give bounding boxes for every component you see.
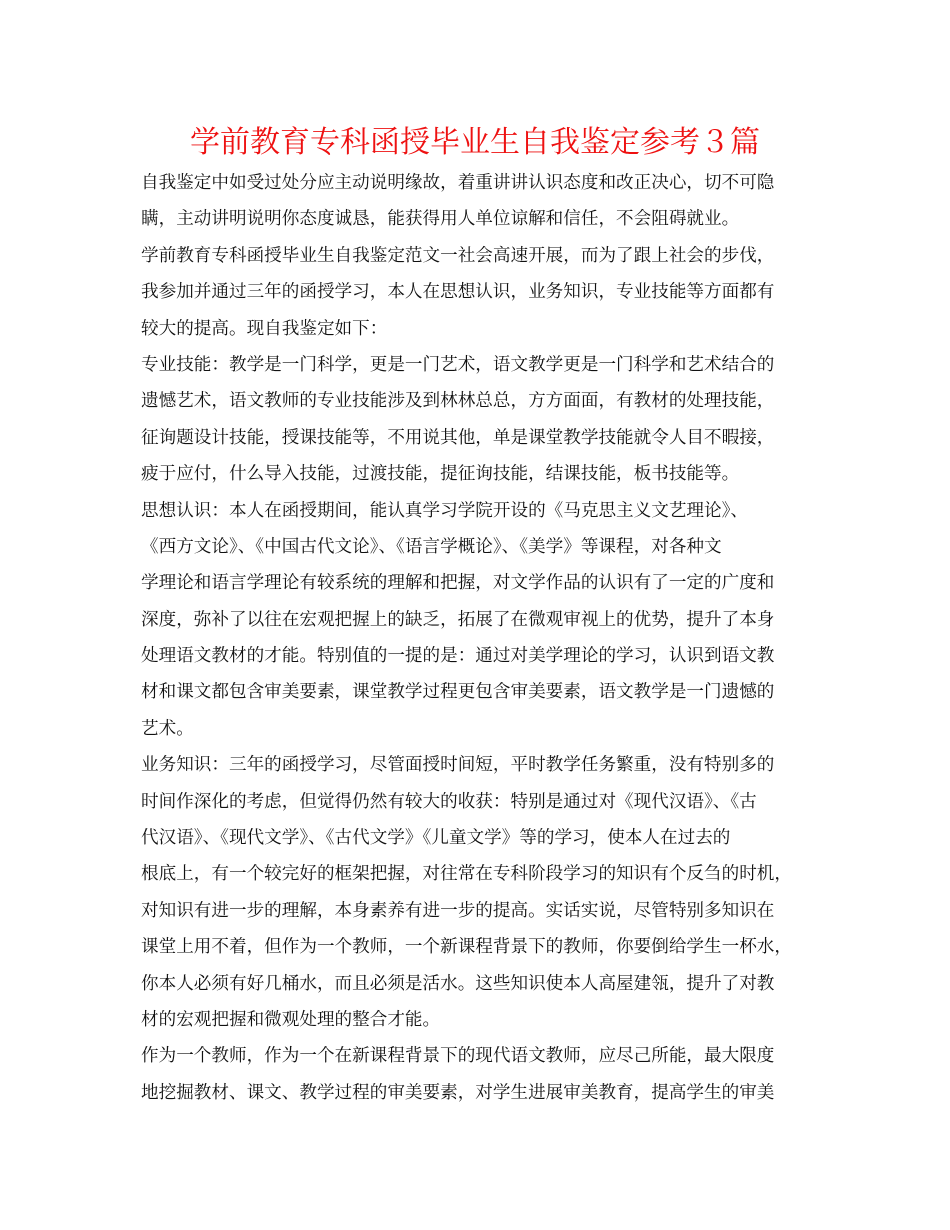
text-line: 艺术。	[141, 718, 194, 739]
text-line: 课堂上用不着，但作为一个教师，一个新课程背景下的教师，你要倒给学生一杯水，	[141, 937, 792, 958]
body-text	[141, 165, 821, 1111]
text-line: 学前教育专科函授毕业生自我鉴定范文一社会高速开展，而为了跟上社会的步伐，	[141, 245, 775, 266]
text-line: 学理论和语言学理论有较系统的理解和把握，对文学作品的认识有了一定的广度和	[141, 573, 775, 594]
text-line: 疲于应付，什么导入技能，过渡技能，提征询技能，结课技能，板书技能等。	[141, 464, 740, 485]
text-line: 专业技能：教学是一门科学，更是一门艺术，语文教学更是一门科学和艺术结合的	[141, 354, 775, 375]
text-line: 根底上，有一个较完好的框架把握，对往常在专科阶段学习的知识有个反刍的时机，	[141, 864, 792, 885]
text-line: 作为一个教师，作为一个在新课程背景下的现代语文教师，应尽己所能，最大限度	[141, 1046, 775, 1067]
text-line: 瞒，主动讲明说明你态度诚恳，能获得用人单位谅解和信任，不会阻碍就业。	[141, 209, 740, 230]
text-line: 征询题设计技能，授课技能等，不用说其他，单是课堂教学技能就令人目不暇接，	[141, 427, 775, 448]
text-line: 《西方文论》、《中国古代文论》、《语言学概论》、《美学》等课程，对各种文	[141, 536, 722, 557]
text-line: 材和课文都包含审美要素，课堂教学过程更包含审美要素，语文教学是一门遗憾的	[141, 682, 775, 703]
text-line: 处理语文教材的才能。特别值的一提的是：通过对美学理论的学习，认识到语文教	[141, 646, 775, 667]
text-line: 深度，弥补了以往在宏观把握上的缺乏，拓展了在微观审视上的优势，提升了本身	[141, 609, 775, 630]
text-line: 时间作深化的考虑，但觉得仍然有较大的收获：特别是通过对《现代汉语》、《古	[141, 791, 757, 812]
text-line: 自我鉴定中如受过处分应主动说明缘故，着重讲讲认识态度和改正决心，切不可隐	[141, 173, 775, 193]
text-line: 材的宏观把握和微观处理的整合才能。	[141, 1009, 441, 1030]
text-line: 思想认识：本人在函授期间，能认真学习学院开设的《马克思主义文艺理论》、	[141, 500, 748, 521]
text-line: 遗憾艺术，语文教师的专业技能涉及到林林总总，方方面面，有教材的处理技能，	[141, 391, 775, 412]
text-line: 我参加并通过三年的函授学习，本人在思想认识，业务知识，专业技能等方面都有	[141, 282, 775, 303]
text-line: 地挖掘教材、课文、教学过程的审美要素，对学生进展审美教育，提高学生的审美	[141, 1082, 775, 1103]
text-line: 较大的提高。现自我鉴定如下：	[141, 318, 388, 339]
text-line: 代汉语》、《现代文学》、《古代文学》《儿童文学》等的学习，使本人在过去的	[141, 828, 731, 849]
text-line: 业务知识：三年的函授学习，尽管面授时间短，平时教学任务繁重，没有特别多的	[141, 755, 775, 776]
page-title: 学前教育专科函授毕业生自我鉴定参考３篇	[190, 125, 760, 160]
text-line: 对知识有进一步的理解，本身素养有进一步的提高。实话实说，尽管特别多知识在	[141, 900, 775, 921]
text-line: 你本人必须有好几桶水，而且必须是活水。这些知识使本人高屋建瓴，提升了对教	[141, 973, 775, 994]
